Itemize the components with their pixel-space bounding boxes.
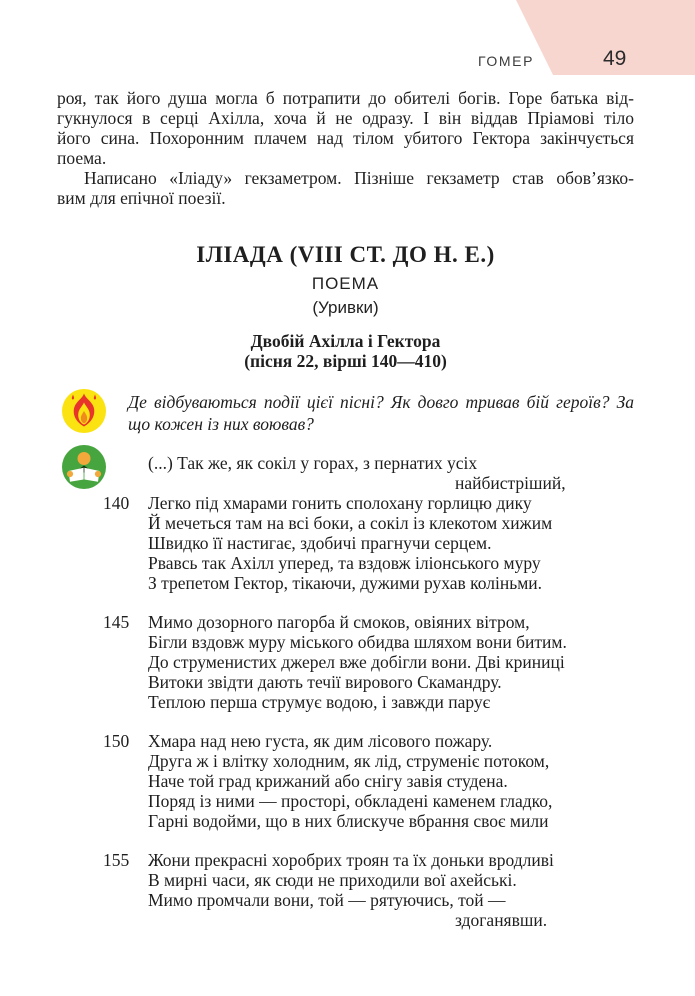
- question-line: Де відбуваються події цієї пісні? Як довго тривав бій героїв? За: [128, 392, 634, 412]
- verse-line: (...) Так же, як сокіл у горах, з пернатих усіх: [148, 453, 478, 473]
- verse-line: Рвавсь так Ахілл уперед, та вздовж іліонського муру: [148, 553, 541, 573]
- verse-line: Легко під хмарами гонить сполохану горлицю дику: [148, 493, 532, 513]
- verse-line: Й мечеться там на всі боки, а сокіл із клекотом хижим: [148, 513, 553, 533]
- paragraph-line: Написано «Іліаду» гекзаметром. Пізніше гекзаметр став обов’язко-: [84, 168, 634, 188]
- intro-paragraph: [57, 88, 634, 168]
- verse-line: Гарні водойми, що в них блискуче вбрання своє мили: [148, 811, 549, 831]
- verse-line: Поряд із ними — просторі, обкладені каменем гладко,: [148, 791, 553, 811]
- paragraph-line: гукнулося в серці Ахілла, хоча й не одразу. І він віддав Пріамові тіло: [57, 108, 634, 128]
- work-title: ІЛІАДА (VIII СТ. ДО Н. Е.): [196, 242, 495, 267]
- verse-line: До струменистих джерел вже добігли вони. Дві криниці: [148, 652, 565, 672]
- poem-stanza: [103, 850, 567, 930]
- verse-line-runover: найбистріший,: [455, 473, 566, 493]
- verse-line-runover: здоганявши.: [455, 910, 548, 930]
- verse-number: 140: [103, 493, 130, 513]
- discussion-questions: [128, 389, 634, 435]
- poem-block: [57, 445, 634, 930]
- verse-line: Хмара над нею густа, як дим лісового пожару.: [148, 731, 493, 751]
- poem-stanza: [103, 493, 567, 593]
- question-line: що кожен із них воював?: [128, 414, 314, 434]
- verse-line: Бігли вздовж муру міського обидва шляхом вони битим.: [148, 632, 567, 652]
- poem-stanza: [103, 612, 567, 712]
- verse-number: 150: [103, 731, 130, 751]
- paragraph-line: роя, так його душа могла б потрапити до обителі богів. Горе батька від-: [57, 88, 634, 108]
- verse-line: Теплою перша струмує водою, і завжди парує: [148, 692, 491, 712]
- poem-stanza: [148, 453, 567, 493]
- paragraph-line: його сина. Похоронним плачем над тілом убитого Гектора закінчується: [57, 128, 634, 148]
- paragraph-line: поема.: [57, 148, 107, 168]
- intro-paragraph: [57, 168, 634, 208]
- poem-stanza: [103, 731, 567, 831]
- episode-subtitle: (пісня 22, вірші 140—410): [244, 351, 447, 371]
- paragraph-line: вим для епічної поезії.: [57, 188, 226, 208]
- verse-line: Мимо дозорного пагорба й смоков, овіяних вітром,: [148, 612, 530, 632]
- verse-line: З трепетом Гектор, тікаючи, дужими рухав коліньми.: [148, 573, 543, 593]
- verse-line: В мирні часи, як сюди не приходили вої ахейські.: [148, 870, 517, 890]
- verse-line: Наче той град крижаний або снігу завія студена.: [148, 771, 508, 791]
- episode-title: Двобій Ахілла і Гектора: [250, 331, 441, 351]
- verse-line: Друга ж і влітку холодним, як лід, струменіє потоком,: [148, 751, 550, 771]
- flame-icon: [62, 389, 106, 433]
- page-number: 49: [603, 47, 627, 70]
- verse-line: Мимо промчали вони, той — рятуючись, той —: [148, 890, 506, 910]
- genre-label: ПОЕМА: [311, 274, 380, 293]
- discussion-question-block: [57, 389, 634, 435]
- running-header-title: ГОМЕР: [478, 53, 535, 69]
- poem: [103, 445, 567, 930]
- verse-line: Швидко її настигає, здобичі прагнучи серцем.: [148, 533, 492, 553]
- page-content: [57, 88, 634, 930]
- person-reading-icon: [62, 445, 106, 489]
- verse-line: Витоки звідти дають течії вирового Скамандру.: [148, 672, 502, 692]
- excerpts-label: (Уривки): [312, 298, 379, 317]
- verse-number: 145: [103, 612, 130, 632]
- verse-number: 155: [103, 850, 130, 870]
- verse-line: Жони прекрасні хоробрих троян та їх доньки вродливі: [148, 850, 554, 870]
